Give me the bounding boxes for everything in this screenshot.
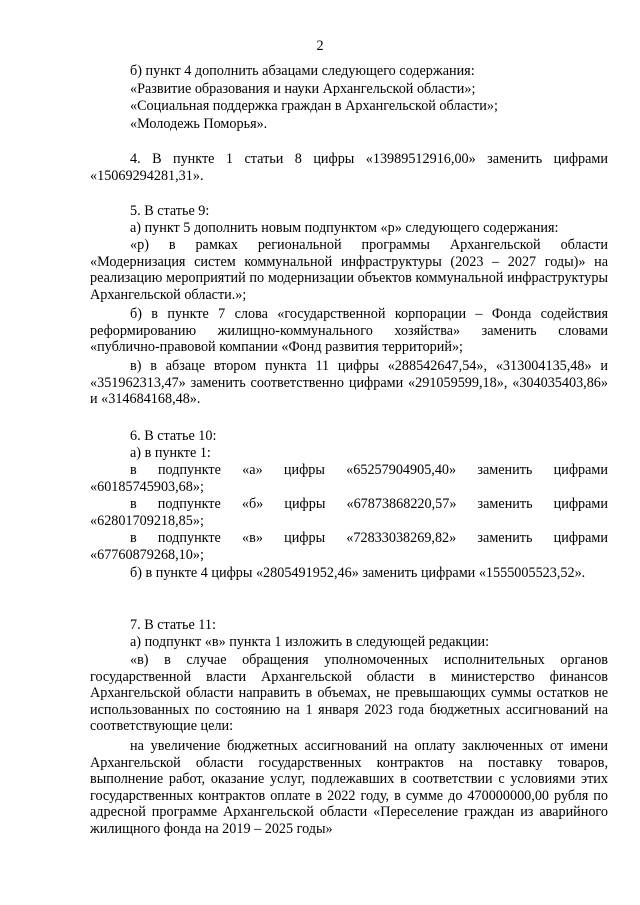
paragraph-4: 4. В пункте 1 статьи 8 цифры «13989512916,00» заменить цифрами «15069294281,31».	[90, 151, 608, 184]
paragraph-6-heading: 6. В статье 10:	[130, 428, 217, 444]
paragraph-5-b: б) в пункте 7 слова «государственной корпорации – Фонда содействия реформированию жилищно-коммунального хозяйства» заменить словами «публично-правовой компании «Фонд развития территорий»;	[90, 306, 608, 356]
paragraph-7-allocation: на увеличение бюджетных ассигнований на оплату заключенных от имени Архангельской области государственных контрактов на поставку товаров, выполнение работ, оказание услуг, подлежавших в соответствии с условиями этих государственных контрактов оплате в 2022 году, в сумме до 470000000,00 рубля по адресной программе Архангельской области «Переселение граждан из аварийного жилищного фонда на 2019 – 2025 годы»	[90, 738, 608, 837]
quoted-line-2: «Социальная поддержка граждан в Архангельской области»;	[130, 98, 498, 114]
page-number: 2	[316, 38, 324, 54]
paragraph-6-a1: в подпункте «а» цифры «65257904905,40» заменить цифрами «60185745903,68»;	[90, 462, 608, 495]
paragraph-6-a3: в подпункте «в» цифры «72833038269,82» заменить цифрами «67760879268,10»;	[90, 530, 608, 563]
quoted-line-3: «Молодежь Поморья».	[130, 116, 268, 132]
paragraph-5-r: «р) в рамках региональной программы Архангельской области «Модернизация систем коммунальной инфраструктуры (2023 – 2027 годы)» на реализацию мероприятий по модернизации объектов коммунальной инфраструктуры Архангельской области.»;	[90, 237, 608, 303]
paragraph-6-a2: в подпункте «б» цифры «67873868220,57» заменить цифрами «62801709218,85»;	[90, 496, 608, 529]
paragraph-5-a: а) пункт 5 дополнить новым подпунктом «р» следующего содержания:	[130, 220, 559, 236]
paragraph-7-a: а) подпункт «в» пункта 1 изложить в следующей редакции:	[130, 634, 490, 650]
amendment-b-item4: б) пункт 4 дополнить абзацами следующего содержания:	[130, 63, 475, 79]
paragraph-5-v: в) в абзаце втором пункта 11 цифры «288542647,54», «313004135,48» и «351962313,47» заменить соответственно цифрами «291059599,18», «304035403,86» и «314684168,48».	[90, 358, 608, 408]
quoted-line-1: «Развитие образования и науки Архангельской области»;	[130, 81, 476, 97]
paragraph-6-b: б) в пункте 4 цифры «2805491952,46» заменить цифрами «1555005523,52».	[130, 565, 586, 581]
paragraph-5-heading: 5. В статье 9:	[130, 203, 210, 219]
paragraph-6-a: а) в пункте 1:	[130, 445, 211, 461]
paragraph-7-heading: 7. В статье 11:	[130, 617, 216, 633]
paragraph-7-v: «в) в случае обращения уполномоченных исполнительных органов государственной власти Архангельской области в министерство финансов Архангельской области направить в объемах, не превышающих суммы остатков не использованных по состоянию на 1 января 2023 года бюджетных ассигнований на соответствующие цели:	[90, 652, 608, 735]
